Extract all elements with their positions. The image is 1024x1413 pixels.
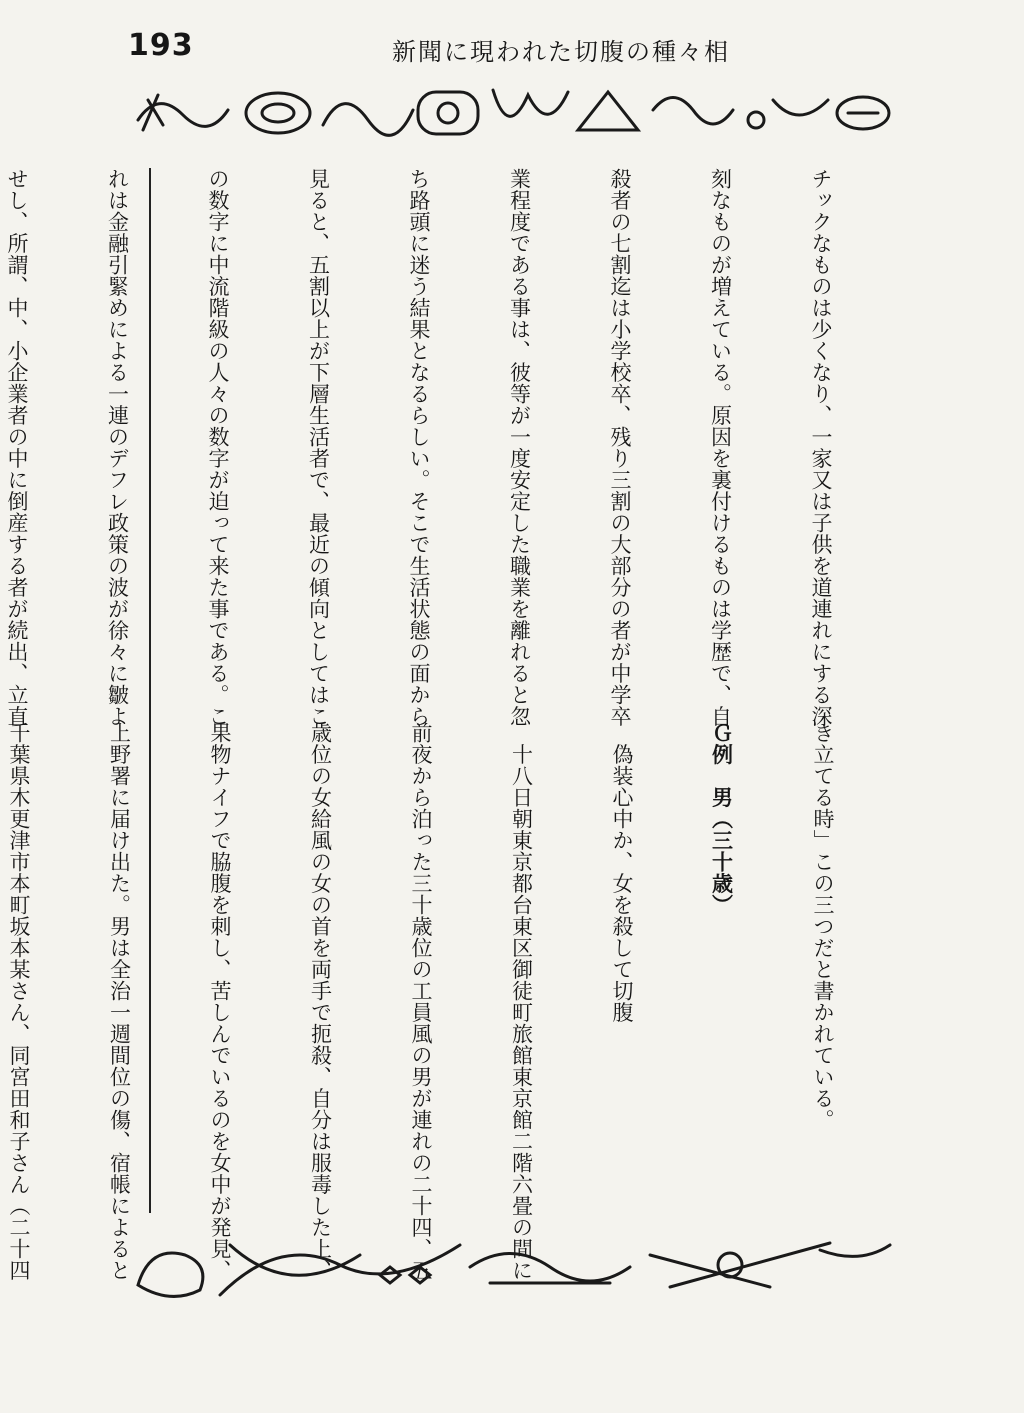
bottom-ornament-illustration <box>130 1225 898 1309</box>
text-line: 殺者の七割迄は小学校卒、残り三割の大部分の者が中学卒 <box>608 168 632 727</box>
text-line: 十八日朝東京都台東区御徒町旅館東京館二階六畳の間に <box>509 722 534 1281</box>
text-line: ち路頭に迷う結果となるらしい。そこで生活状態の面から <box>407 168 431 727</box>
text-line: 刻なものが増えている。原因を裏付けるものは学歴で、自 <box>708 168 733 727</box>
text-line: れは金融引緊めによる一連のデフレ政策の波が徐々に皺よ <box>105 168 130 727</box>
case-heading-g: Ｇ例 男（三十歳） <box>709 722 735 916</box>
top-ornament-illustration <box>128 80 898 146</box>
text-line: 果物ナイフで脇腹を刺し、苦しんでいるのを女中が発見、 <box>208 722 232 1281</box>
text-line: 前夜から泊った三十歳位の工員風の男が連れの二十四、五 <box>409 722 433 1281</box>
text-line: 上野署に届け出た。男は全治一週間位の傷、宿帳によると <box>107 722 132 1281</box>
text-line: 偽装心中か、女を殺して切腹 <box>610 722 634 1023</box>
text-line: 業程度である事は、彼等が一度安定した職業を離れると忽 <box>507 168 532 727</box>
upper-text-block <box>5 168 904 727</box>
running-title: 新聞に現われた切腹の種々相 <box>392 38 730 66</box>
text-line: チックなものは少くなり、一家又は子供を道連れにする深 <box>809 168 833 727</box>
text-line: 歳位の女給風の女の首を両手で扼殺、自分は服毒した上、 <box>308 722 333 1281</box>
text-line: せし、所謂、中、小企業者の中に倒産する者が続出、立直 <box>5 168 29 727</box>
text-line: 見ると、五割以上が下層生活者で、最近の傾向としてはこ <box>306 168 331 727</box>
text-line: 千葉県木更津市本町坂本某さん、同宮田和子さん（二十四 <box>7 722 31 1281</box>
lower-text-block <box>7 722 906 1281</box>
text-line: の数字に中流階級の人々の数字が迫って来た事である。こ <box>206 168 230 727</box>
text-line: き立てる時」この三つだと書かれている。 <box>811 722 835 1131</box>
page-number: 193 <box>128 28 194 63</box>
